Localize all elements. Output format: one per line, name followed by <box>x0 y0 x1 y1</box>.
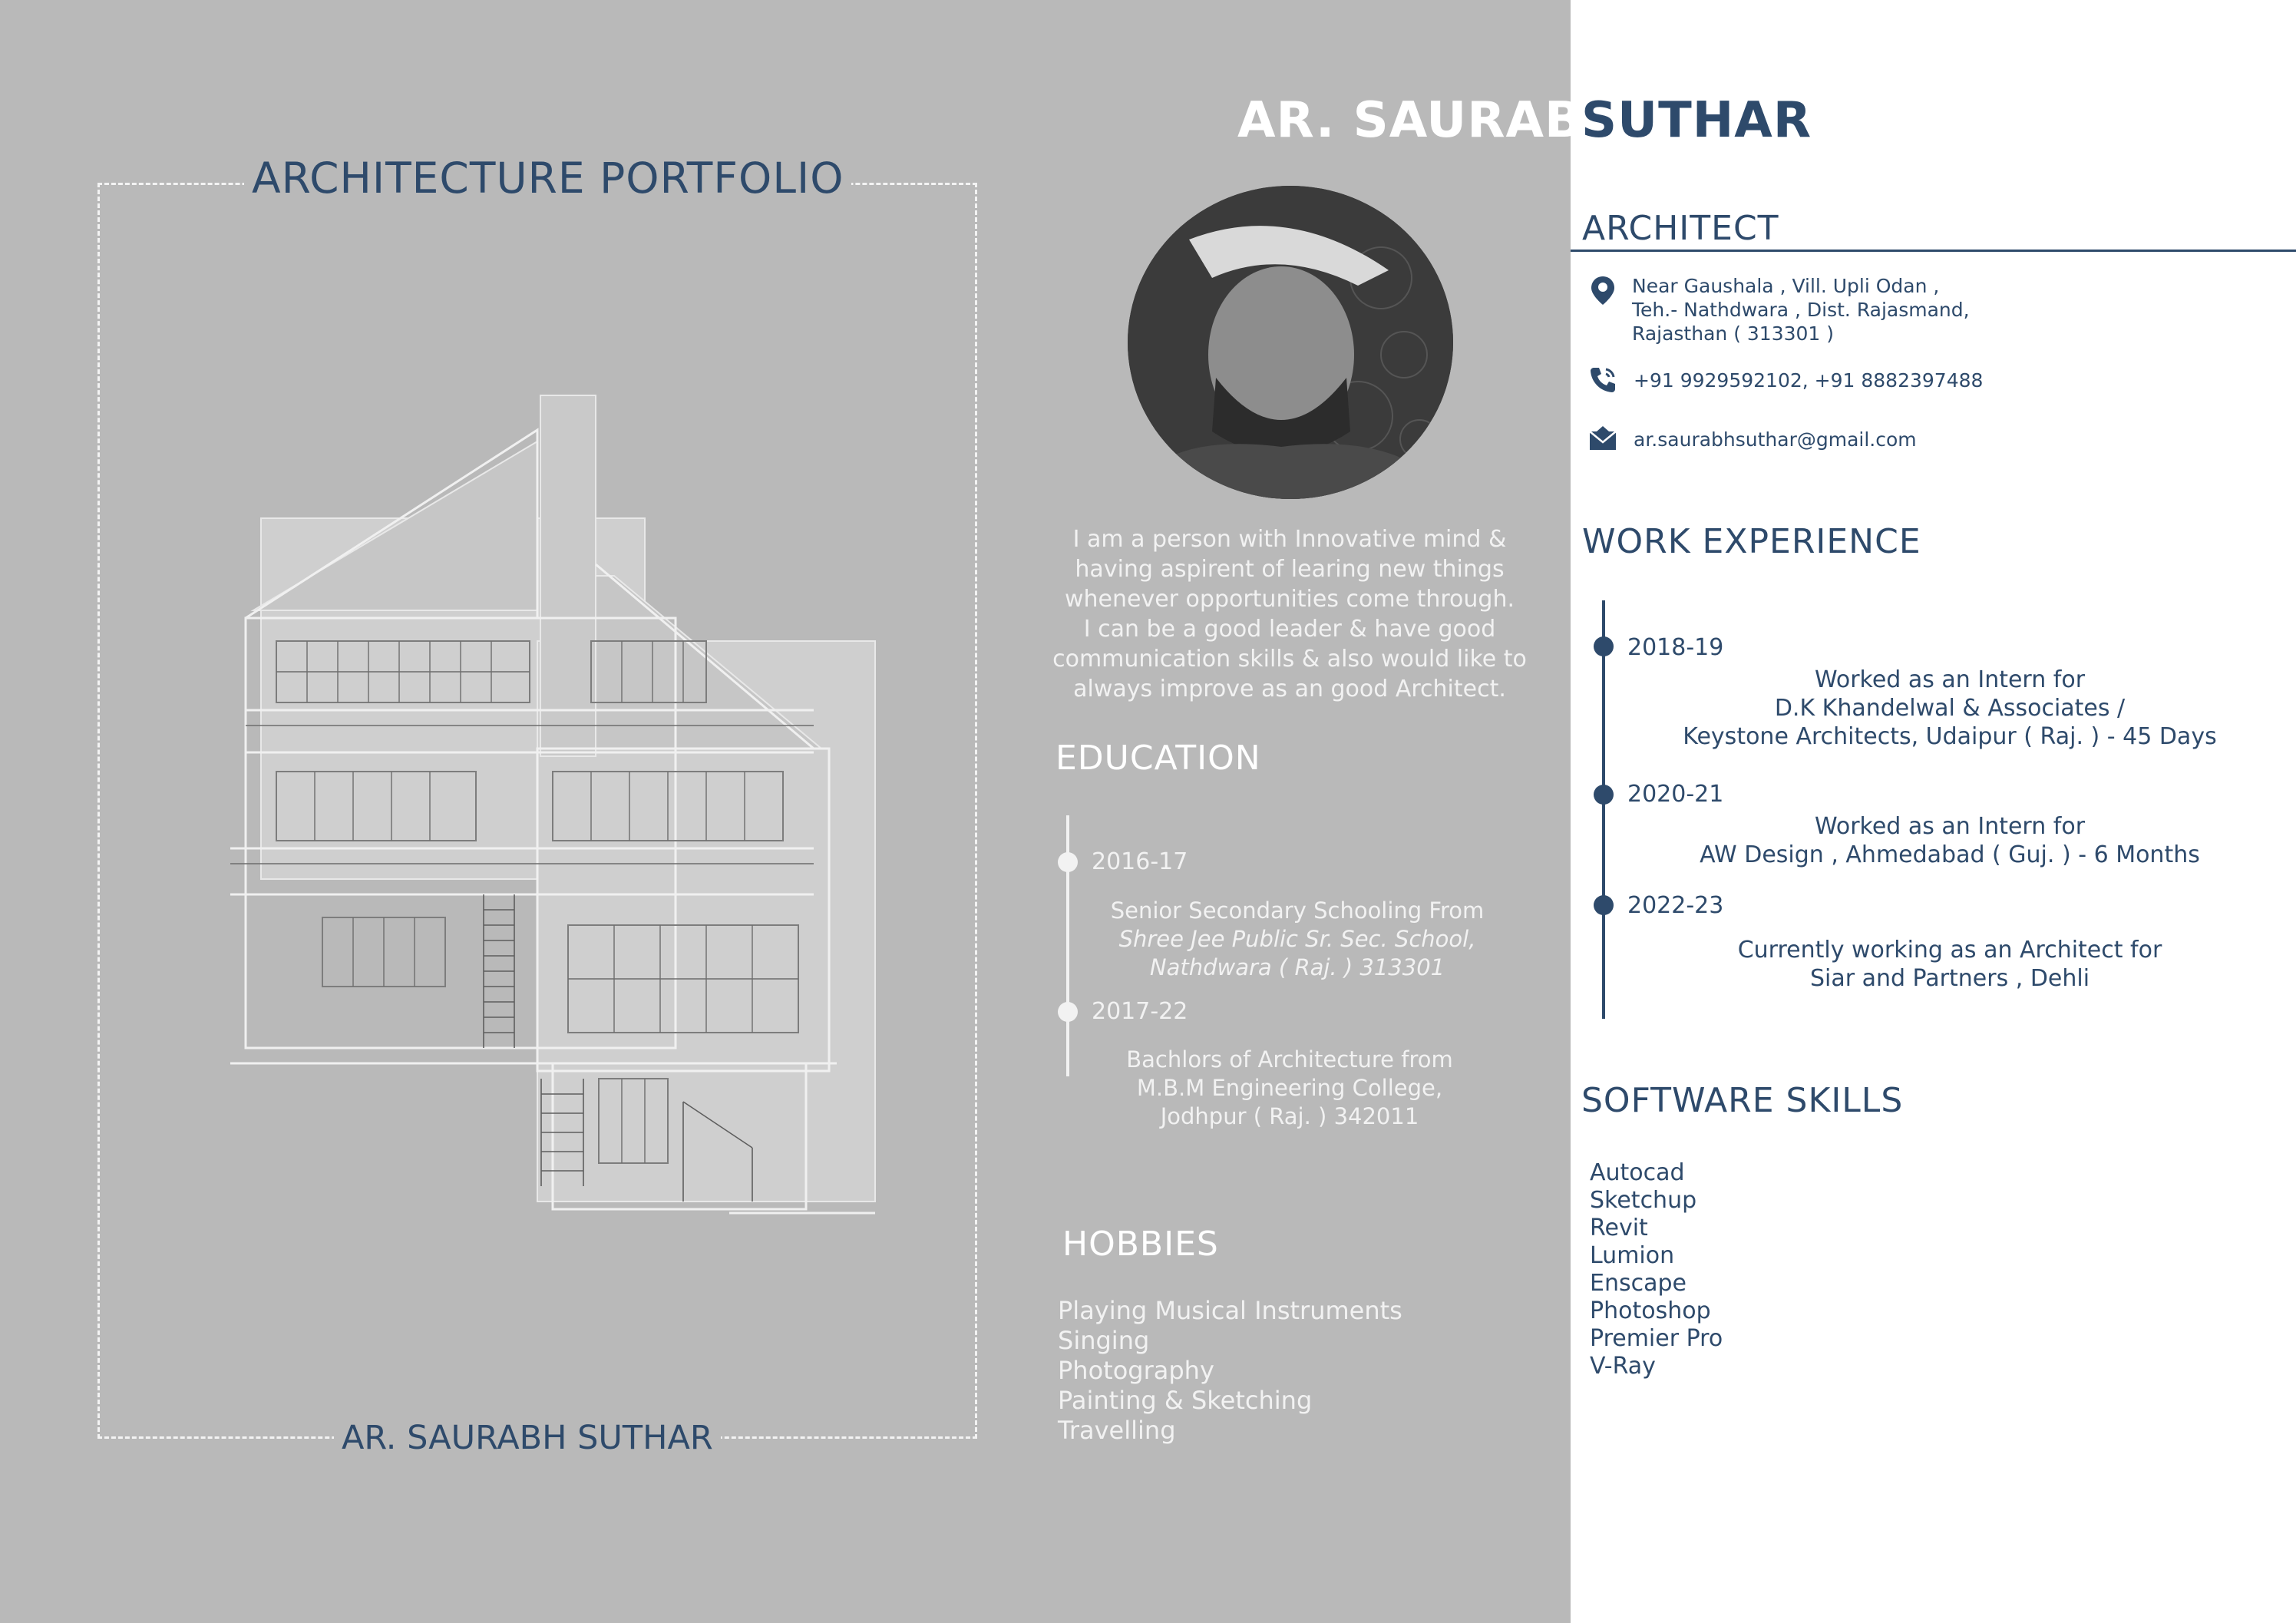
profile-photo <box>1128 186 1453 499</box>
portfolio-title: ARCHITECTURE PORTFOLIO <box>244 154 851 203</box>
skill-item: Photoshop <box>1590 1297 1711 1324</box>
skill-item: Enscape <box>1590 1270 1686 1297</box>
skill-item: V-Ray <box>1590 1353 1656 1380</box>
skills-heading: SOFTWARE SKILLS <box>1581 1081 1904 1120</box>
address <box>1632 274 1970 345</box>
portfolio-footer-name: AR. SAURABH SUTHAR <box>334 1419 721 1457</box>
phone-numbers: +91 9929592102, +91 8882397488 <box>1634 369 1984 392</box>
work-line: Currently working as an Architect for <box>1737 937 2162 964</box>
skill-item: Sketchup <box>1590 1187 1697 1214</box>
hobbies-list <box>1058 1296 1402 1446</box>
email-link[interactable]: ar.saurabhsuthar@gmail.com <box>1634 428 1917 451</box>
education-location: Nathdwara ( Raj. ) 313301 <box>1149 954 1445 980</box>
skill-item: Revit <box>1590 1215 1648 1241</box>
role-divider <box>1571 250 2296 252</box>
address-line: Rajasthan ( 313301 ) <box>1632 322 1835 345</box>
work-heading: WORK EXPERIENCE <box>1582 522 1921 561</box>
role-title: ARCHITECT <box>1582 209 1779 248</box>
education-timeline-dot <box>1058 852 1078 872</box>
work-line: Worked as an Intern for <box>1814 666 2086 693</box>
education-year: 2017-22 <box>1092 998 1188 1025</box>
hobby-item: Singing <box>1058 1326 1150 1355</box>
work-line: Worked as an Intern for <box>1814 813 2086 840</box>
education-year: 2016-17 <box>1092 848 1188 875</box>
about-line: I am a person with Innovative mind & <box>1072 526 1507 553</box>
address-line: Near Gaushala , Vill. Upli Odan , <box>1632 275 1940 297</box>
building-elevation-drawing <box>230 388 890 1217</box>
education-description <box>1067 897 1528 982</box>
work-timeline-dot <box>1594 785 1614 805</box>
education-location: Jodhpur ( Raj. ) 342011 <box>1160 1103 1419 1129</box>
skill-item: Autocad <box>1590 1159 1685 1186</box>
work-year: 2022-23 <box>1627 892 1724 919</box>
work-timeline-line <box>1602 600 1605 1019</box>
address-line: Teh.- Nathdwara , Dist. Rajasmand, <box>1632 299 1970 321</box>
education-heading: EDUCATION <box>1055 739 1261 778</box>
education-school: Shree Jee Public Sr. Sec. School, <box>1118 926 1476 952</box>
about-line: communication skills & also would like to <box>1052 646 1527 673</box>
work-timeline-dot <box>1594 636 1614 656</box>
skill-item: Premier Pro <box>1590 1325 1723 1352</box>
work-line: D.K Khandelwal & Associates / <box>1774 695 2126 722</box>
about-text <box>1029 524 1551 704</box>
skill-item: Lumion <box>1590 1242 1675 1269</box>
hobby-item: Playing Musical Instruments <box>1058 1296 1402 1325</box>
location-pin-icon <box>1587 275 1618 306</box>
work-line: Keystone Architects, Udaipur ( Raj. ) - 45 Days <box>1683 723 2217 750</box>
work-line: Siar and Partners , Dehli <box>1809 965 2090 992</box>
education-line: Bachlors of Architecture from <box>1126 1046 1453 1073</box>
name-first: AR. SAURABH <box>1237 92 1625 149</box>
work-year: 2018-19 <box>1627 634 1724 661</box>
name-last: SUTHAR <box>1581 92 1812 149</box>
work-description <box>1658 812 2241 869</box>
hobbies-heading: HOBBIES <box>1062 1225 1219 1264</box>
phone-icon <box>1587 365 1618 395</box>
education-line: Senior Secondary Schooling From <box>1110 897 1485 924</box>
work-description <box>1658 936 2241 993</box>
work-year: 2020-21 <box>1627 781 1724 808</box>
envelope-icon <box>1587 424 1618 455</box>
about-line: whenever opportunities come through. <box>1064 586 1515 613</box>
education-description <box>1059 1046 1520 1131</box>
hobby-item: Painting & Sketching <box>1058 1386 1313 1415</box>
work-description <box>1658 666 2241 751</box>
about-line: having aspirent of learing new things <box>1075 556 1505 583</box>
education-school: M.B.M Engineering College, <box>1136 1075 1443 1101</box>
about-line: always improve as an good Architect. <box>1073 676 1506 702</box>
work-line: AW Design , Ahmedabad ( Guj. ) - 6 Months <box>1700 841 2200 868</box>
hobby-item: Photography <box>1058 1356 1214 1385</box>
hobby-item: Travelling <box>1058 1416 1176 1445</box>
skills-list <box>1590 1159 1723 1380</box>
about-line: I can be a good leader & have good <box>1083 616 1496 643</box>
education-timeline-dot <box>1058 1002 1078 1022</box>
work-timeline-dot <box>1594 895 1614 915</box>
